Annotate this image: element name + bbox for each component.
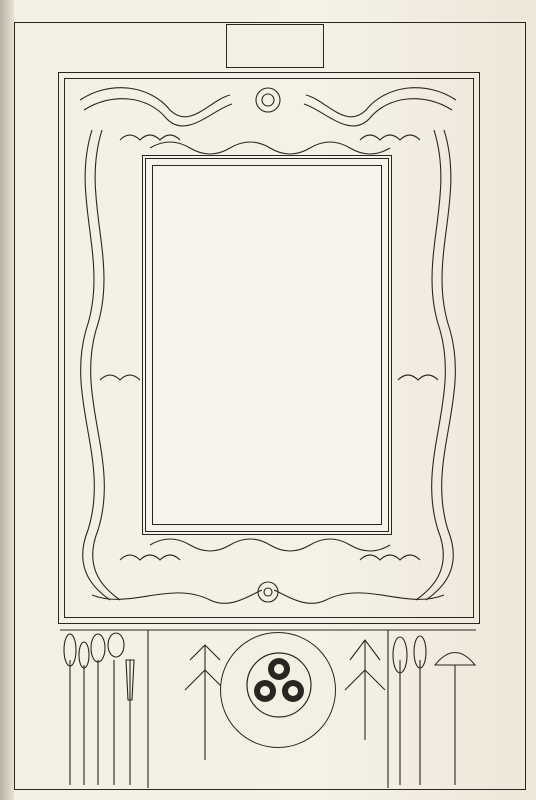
top-label-box	[226, 24, 324, 68]
editor-corner-label	[476, 735, 526, 743]
book-spine	[0, 0, 14, 800]
title-cartouche-inner	[152, 165, 382, 525]
title-cartouche	[142, 155, 392, 535]
author-corner-label	[15, 735, 65, 743]
paulownia-crest-icon	[221, 633, 337, 749]
imperial-seal	[220, 632, 336, 748]
